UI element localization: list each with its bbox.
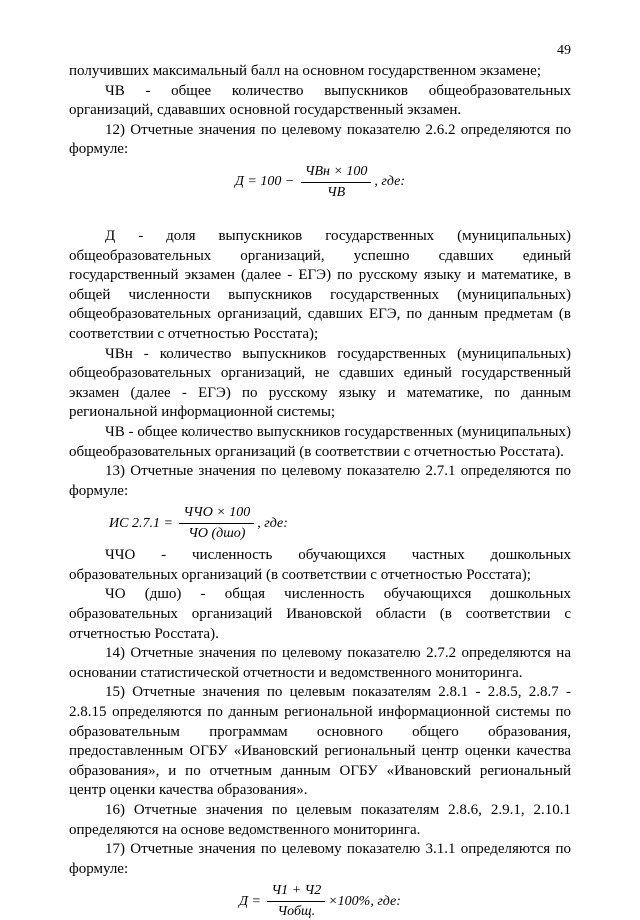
formula-rhs: , где:: [257, 515, 288, 531]
formula-rhs: , где:: [374, 174, 405, 190]
formula-2-7-1: [69, 505, 571, 542]
paragraph-1: получивших максимальный балл на основном государственном экзамене;: [69, 63, 541, 79]
paragraph-8: ЧЧО - численность обучающихся частных дошкольных образовательных организаций (в соответствии с отчетностью Росстата);: [69, 547, 571, 583]
formula-numerator: ЧЧО × 100: [179, 505, 254, 524]
formula-numerator: ЧВн × 100: [301, 164, 372, 183]
formula-fraction: [267, 883, 325, 920]
paragraph-6: ЧВ - общее количество выпускников государственных (муниципальных) общеобразовательных организаций (в соответствии с отчетностью Росстата).: [69, 423, 571, 460]
formula-2-6-2: [69, 164, 571, 201]
formula-denominator: ЧО (дшо): [188, 526, 246, 542]
formula-lhs: Д = 100 −: [235, 174, 298, 190]
formula-3-1-1: [69, 883, 571, 920]
paragraph-2: ЧВ - общее количество выпускников общеобразовательных организаций, сдававших основной государственный экзамен.: [69, 82, 571, 119]
formula-lhs: Д =: [239, 893, 265, 909]
paragraph-3: 12) Отчетные значения по целевому показателю 2.6.2 определяются по формуле:: [69, 121, 571, 158]
paragraph-7: 13) Отчетные значения по целевому показателю 2.7.1 определяются по формуле:: [69, 463, 571, 499]
paragraph-4: Д - доля выпускников государственных (муниципальных) общеобразовательных организаций, успешно сдавших единый государственный экзамен (далее - ЕГЭ) по русскому языку и математике, в общей численности выпускников государственных (муниципальных) общеобразовательных организаций, сдавших ЕГЭ, по данным предметам (в соответствии с отчетностью Росстата);: [69, 227, 571, 342]
formula-fraction: [301, 164, 372, 201]
formula-rhs: ×100%, где:: [328, 893, 401, 909]
paragraph-11: 15) Отчетные значения по целевым показателям 2.8.1 - 2.8.5, 2.8.7 - 2.8.15 определяются по данным региональной информационной системы по образовательным программам основного общего образования, предоставленным ОГБУ «Ивановский региональный центр оценки качества образования», и по отчетным данным ОГБУ «Ивановский региональный центр оценки качества образования».: [69, 684, 571, 799]
paragraph-10: 14) Отчетные значения по целевому показателю 2.7.2 определяются на основании статистической отчетности и ведомственного мониторинга.: [69, 645, 571, 681]
formula-numerator: Ч1 + Ч2: [267, 883, 325, 902]
formula-fraction: [179, 505, 254, 542]
page-number: 49: [557, 43, 571, 58]
paragraph-13: 17) Отчетные значения по целевому показателю 3.1.1 определяются по формуле:: [69, 841, 571, 877]
formula-denominator: ЧВ: [327, 184, 346, 200]
formula-lhs: ИС 2.7.1 =: [109, 515, 177, 531]
paragraph-12: 16) Отчетные значения по целевым показателям 2.8.6, 2.9.1, 2.10.1 определяются на основе ведомственного мониторинга.: [69, 802, 571, 838]
paragraph-9: ЧО (дшо) - общая численность обучающихся дошкольных образовательных организаций Ивановской области (в соответствии с отчетностью Росстата).: [69, 586, 571, 642]
paragraph-5: ЧВн - количество выпускников государственных (муниципальных) общеобразовательных организаций, не сдавших единый государственный экзамен (далее - ЕГЭ) по русскому языку и математике, по данным региональной информационной системы;: [69, 345, 571, 421]
formula-denominator: Чобщ.: [277, 904, 316, 920]
